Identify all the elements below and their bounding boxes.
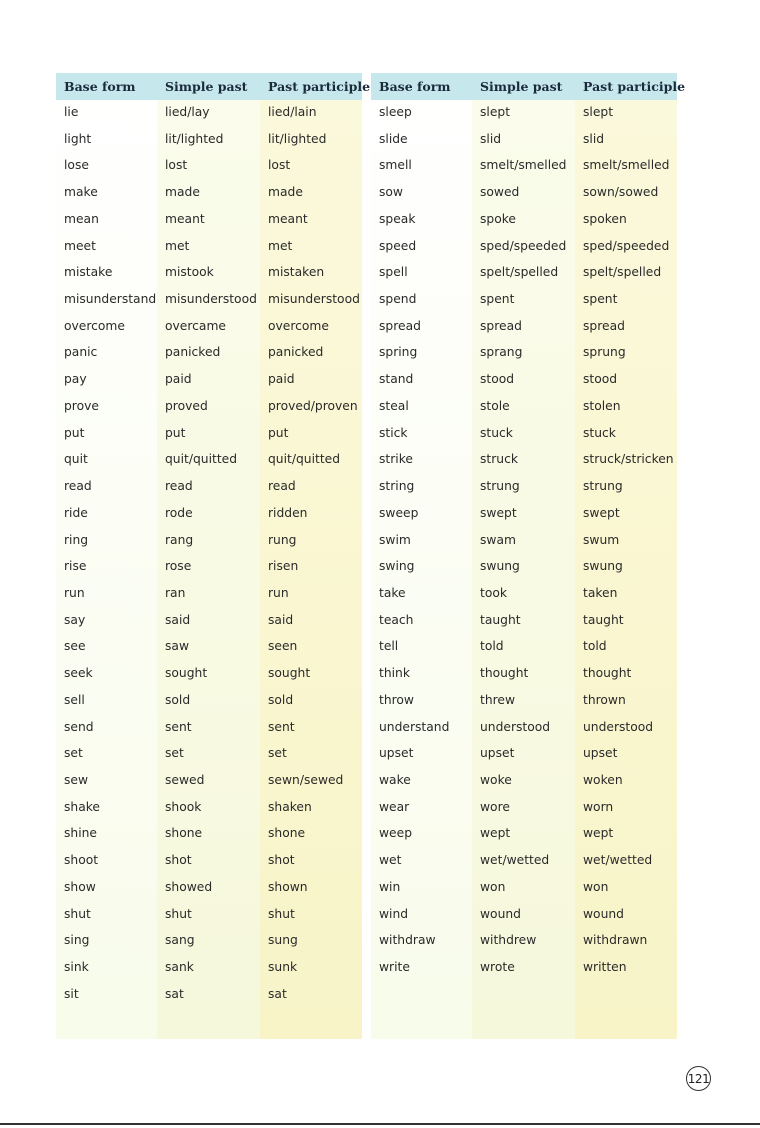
base-form-cell: put	[64, 425, 85, 440]
table-row	[56, 238, 362, 265]
simple-past-cell: shut	[165, 906, 192, 921]
base-form-cell: speak	[379, 211, 416, 226]
simple-past-cell: mistook	[165, 265, 214, 280]
base-form-cell: spend	[379, 292, 417, 307]
base-form-cell: take	[379, 585, 406, 600]
base-form-cell: wear	[379, 799, 410, 814]
base-form-cell: withdraw	[379, 933, 436, 948]
base-form-cell: meet	[64, 238, 96, 253]
simple-past-cell: swam	[480, 532, 516, 547]
simple-past-cell: overcame	[165, 318, 226, 333]
table-row	[56, 959, 362, 986]
base-form-cell: sit	[64, 986, 79, 1001]
past-participle-cell: spent	[583, 292, 618, 307]
base-form-cell: spell	[379, 265, 408, 280]
past-participle-cell: sunk	[268, 960, 298, 975]
table-row	[56, 291, 362, 318]
base-form-cell: ring	[64, 532, 89, 547]
simple-past-cell: sought	[165, 666, 208, 681]
simple-past-cell: sprang	[480, 345, 523, 360]
simple-past-cell: paid	[165, 372, 192, 387]
base-form-cell: sell	[64, 692, 85, 707]
simple-past-cell: wound	[480, 906, 521, 921]
simple-past-cell: took	[480, 585, 507, 600]
table-row	[56, 104, 362, 131]
simple-past-cell: wrote	[480, 960, 515, 975]
table-row	[371, 745, 677, 772]
table-row	[56, 184, 362, 211]
base-form-cell: swing	[379, 559, 415, 574]
simple-past-cell: wet/wetted	[480, 853, 550, 868]
table-row	[371, 825, 677, 852]
simple-past-cell: spent	[480, 292, 515, 307]
page-bottom-rule	[0, 1123, 760, 1125]
simple-past-cell: quit/quitted	[165, 452, 238, 467]
past-participle-cell: sought	[268, 666, 311, 681]
table-row	[371, 932, 677, 959]
base-form-cell: sew	[64, 773, 89, 787]
base-form-cell: spring	[379, 345, 418, 360]
past-participle-cell: worn	[583, 799, 614, 814]
simple-past-cell: read	[165, 479, 193, 494]
past-participle-cell: understood	[583, 719, 654, 734]
simple-past-cell: shook	[165, 799, 202, 814]
table-row	[56, 425, 362, 452]
table-row	[56, 665, 362, 692]
table-row	[56, 505, 362, 532]
table-row	[371, 157, 677, 184]
table-row	[371, 505, 677, 532]
past-participle-cell: lost	[268, 158, 291, 173]
simple-past-cell: sowed	[480, 185, 520, 200]
simple-past-cell: wore	[480, 799, 510, 814]
table-row	[371, 131, 677, 158]
past-participle-cell: strung	[583, 479, 623, 494]
past-participle-cell: misunderstood	[268, 292, 360, 307]
table-row	[371, 398, 677, 425]
simple-past-cell: sped/speeded	[480, 238, 567, 253]
base-form-cell: lie	[64, 105, 79, 119]
base-form-cell: teach	[379, 612, 414, 627]
base-form-cell: wake	[379, 773, 411, 787]
past-participle-cell: sewn/sewed	[268, 773, 344, 787]
table-row	[56, 344, 362, 371]
base-form-cell: read	[64, 479, 92, 494]
table-row	[56, 986, 362, 1013]
simple-past-cell: upset	[480, 746, 515, 761]
past-participle-cell: paid	[268, 372, 295, 387]
table-row	[56, 799, 362, 826]
past-participle-cell: sown/sowed	[583, 185, 659, 200]
base-form-cell: string	[379, 479, 415, 494]
table-row	[56, 772, 362, 799]
table-row	[56, 211, 362, 238]
base-form-cell: light	[64, 131, 92, 146]
base-form-cell: overcome	[64, 318, 125, 333]
base-form-cell: shut	[64, 906, 91, 921]
header-past-participle: Past participle	[583, 79, 686, 94]
past-participle-cell: lit/lighted	[268, 131, 327, 146]
past-participle-cell: sat	[268, 986, 287, 1001]
table-row	[56, 371, 362, 398]
past-participle-cell: proved/proven	[268, 398, 358, 413]
simple-past-cell: rose	[165, 559, 192, 574]
table-row	[371, 104, 677, 131]
simple-past-cell: told	[480, 639, 504, 654]
simple-past-cell: slid	[480, 131, 502, 146]
past-participle-cell: read	[268, 479, 296, 494]
base-form-cell: rise	[64, 559, 87, 574]
past-participle-cell: withdrawn	[583, 933, 648, 948]
base-form-cell: speed	[379, 238, 417, 253]
table-row	[371, 184, 677, 211]
base-form-cell: stick	[379, 425, 408, 440]
base-form-cell: think	[379, 666, 410, 681]
past-participle-cell: meant	[268, 211, 308, 226]
table-row	[371, 665, 677, 692]
base-form-cell: ride	[64, 505, 88, 520]
table-row	[56, 852, 362, 879]
table-row	[371, 879, 677, 906]
base-form-cell: sleep	[379, 105, 412, 119]
simple-past-cell: lit/lighted	[165, 131, 224, 146]
table-row	[371, 772, 677, 799]
base-form-cell: make	[64, 185, 98, 200]
past-participle-cell: slept	[583, 105, 614, 119]
simple-past-cell: sat	[165, 986, 184, 1001]
base-form-cell: panic	[64, 345, 98, 360]
base-form-cell: send	[64, 719, 94, 734]
simple-past-cell: spoke	[480, 211, 516, 226]
past-participle-cell: quit/quitted	[268, 452, 341, 467]
base-form-cell: lose	[64, 158, 89, 173]
base-form-cell: sow	[379, 185, 403, 200]
table-row	[371, 238, 677, 265]
base-form-cell: understand	[379, 719, 450, 734]
past-participle-cell: shot	[268, 853, 295, 868]
past-participle-cell: woken	[583, 773, 623, 787]
table-row	[56, 478, 362, 505]
table-header	[371, 73, 686, 100]
simple-past-cell: understood	[480, 719, 551, 734]
simple-past-cell: struck	[480, 452, 518, 467]
simple-past-cell: wept	[480, 826, 511, 841]
simple-past-cell: met	[165, 238, 190, 253]
table-row	[56, 131, 362, 158]
past-participle-cell: stood	[583, 372, 618, 387]
simple-past-cell: rode	[165, 505, 193, 520]
simple-past-cell: stood	[480, 372, 515, 387]
simple-past-cell: strung	[480, 479, 520, 494]
past-participle-cell: shut	[268, 906, 295, 921]
base-form-cell: pay	[64, 372, 87, 387]
base-form-cell: shine	[64, 826, 97, 841]
table-row	[56, 825, 362, 852]
base-form-cell: sing	[64, 933, 90, 948]
simple-past-cell: showed	[165, 879, 213, 894]
base-form-cell: strike	[379, 452, 413, 467]
table-row	[56, 745, 362, 772]
table-row	[371, 264, 677, 291]
table-row	[371, 211, 677, 238]
table-row	[56, 932, 362, 959]
table-row	[371, 425, 677, 452]
past-participle-cell: met	[268, 238, 293, 253]
simple-past-cell: ran	[165, 585, 186, 600]
past-participle-cell: swept	[583, 505, 620, 520]
simple-past-cell: stuck	[480, 425, 513, 440]
table-row	[56, 398, 362, 425]
simple-past-cell: won	[480, 879, 506, 894]
past-participle-cell: taken	[583, 585, 618, 600]
past-participle-cell: sprung	[583, 345, 626, 360]
past-participle-cell: lied/lain	[268, 105, 317, 119]
simple-past-cell: threw	[480, 692, 516, 707]
table-row	[371, 692, 677, 719]
past-participle-cell: told	[583, 639, 607, 654]
simple-past-cell: misunderstood	[165, 292, 257, 307]
base-form-cell: sink	[64, 960, 89, 975]
past-participle-cell: sold	[268, 692, 294, 707]
base-form-cell: weep	[379, 826, 412, 841]
base-form-cell: tell	[379, 639, 399, 654]
past-participle-cell: thrown	[583, 692, 626, 707]
past-participle-cell: mistaken	[268, 265, 325, 280]
past-participle-cell: rung	[268, 532, 297, 547]
past-participle-cell: won	[583, 879, 609, 894]
past-participle-cell: struck/stricken	[583, 452, 674, 467]
base-form-cell: see	[64, 639, 86, 654]
simple-past-cell: put	[165, 425, 186, 440]
base-form-cell: win	[379, 879, 401, 894]
past-participle-cell: run	[268, 585, 289, 600]
past-participle-cell: swung	[583, 559, 623, 574]
past-participle-cell: set	[268, 746, 287, 761]
simple-past-cell: stole	[480, 398, 510, 413]
table-row	[56, 906, 362, 933]
simple-past-cell: meant	[165, 211, 205, 226]
header-past-participle: Past participle	[268, 79, 371, 94]
past-participle-cell: written	[583, 960, 627, 975]
table-row	[371, 478, 677, 505]
base-form-cell: run	[64, 585, 85, 600]
past-participle-cell: said	[268, 612, 294, 627]
table-row	[371, 612, 677, 639]
simple-past-cell: slept	[480, 105, 511, 119]
base-form-cell: wind	[379, 906, 409, 921]
base-form-cell: spread	[379, 318, 421, 333]
base-form-cell: throw	[379, 692, 414, 707]
verb-table-left	[56, 73, 371, 1039]
table-row	[371, 291, 677, 318]
table-row	[371, 959, 677, 986]
past-participle-cell: made	[268, 185, 303, 200]
table-row	[371, 371, 677, 398]
simple-past-cell: taught	[480, 612, 521, 627]
past-participle-cell: spoken	[583, 211, 627, 226]
past-participle-cell: wept	[583, 826, 614, 841]
past-participle-cell: shown	[268, 879, 308, 894]
simple-past-cell: swung	[480, 559, 520, 574]
base-form-cell: misunderstand	[64, 292, 157, 307]
base-form-cell: show	[64, 879, 96, 894]
simple-past-cell: sang	[165, 933, 195, 948]
base-form-cell: quit	[64, 452, 88, 467]
table-row	[56, 451, 362, 478]
simple-past-cell: sold	[165, 692, 191, 707]
past-participle-cell: wound	[583, 906, 624, 921]
table-row	[371, 852, 677, 879]
past-participle-cell: shone	[268, 826, 306, 841]
table-header	[56, 73, 371, 100]
base-form-cell: say	[64, 612, 86, 627]
past-participle-cell: overcome	[268, 318, 329, 333]
header-base-form: Base form	[379, 79, 451, 94]
base-form-cell: write	[379, 960, 410, 975]
simple-past-cell: spelt/spelled	[480, 265, 559, 280]
base-form-cell: steal	[379, 398, 409, 413]
past-participle-cell: wet/wetted	[583, 853, 653, 868]
simple-past-cell: lost	[165, 158, 188, 173]
table-row	[56, 585, 362, 612]
base-form-cell: stand	[379, 372, 414, 387]
past-participle-cell: panicked	[268, 345, 324, 360]
base-form-cell: shake	[64, 799, 100, 814]
past-participle-cell: swum	[583, 532, 620, 547]
table-row	[56, 879, 362, 906]
base-form-cell: seek	[64, 666, 93, 681]
past-participle-cell: stolen	[583, 398, 621, 413]
past-participle-cell: slid	[583, 131, 605, 146]
past-participle-cell: stuck	[583, 425, 616, 440]
table-row	[56, 558, 362, 585]
table-row	[56, 264, 362, 291]
base-form-cell: smell	[379, 158, 412, 173]
table-row	[371, 558, 677, 585]
table-row	[56, 692, 362, 719]
past-participle-cell: thought	[583, 666, 632, 681]
simple-past-cell: said	[165, 612, 191, 627]
header-simple-past: Simple past	[165, 79, 248, 94]
header-simple-past: Simple past	[480, 79, 563, 94]
table-row	[56, 318, 362, 345]
simple-past-cell: panicked	[165, 345, 221, 360]
past-participle-cell: spread	[583, 318, 625, 333]
base-form-cell: slide	[379, 131, 408, 146]
header-base-form: Base form	[64, 79, 136, 94]
page-number: 121	[686, 1066, 711, 1091]
simple-past-cell: sank	[165, 960, 194, 975]
table-row	[56, 719, 362, 746]
simple-past-cell: smelt/smelled	[480, 158, 567, 173]
simple-past-cell: rang	[165, 532, 194, 547]
simple-past-cell: made	[165, 185, 200, 200]
table-row	[371, 638, 677, 665]
table-row	[371, 451, 677, 478]
past-participle-cell: seen	[268, 639, 298, 654]
table-row	[56, 612, 362, 639]
simple-past-cell: saw	[165, 639, 189, 654]
table-row	[371, 532, 677, 559]
base-form-cell: swim	[379, 532, 411, 547]
table-row	[371, 344, 677, 371]
table-row	[56, 638, 362, 665]
past-participle-cell: sung	[268, 933, 298, 948]
simple-past-cell: thought	[480, 666, 529, 681]
table-row	[56, 532, 362, 559]
base-form-cell: mean	[64, 211, 99, 226]
base-form-cell: upset	[379, 746, 414, 761]
base-form-cell: shoot	[64, 853, 99, 868]
verb-table-right	[371, 73, 686, 1039]
past-participle-cell: sent	[268, 719, 295, 734]
simple-past-cell: sent	[165, 719, 192, 734]
base-form-cell: mistake	[64, 265, 113, 280]
simple-past-cell: shone	[165, 826, 203, 841]
base-form-cell: set	[64, 746, 83, 761]
base-form-cell: sweep	[379, 505, 419, 520]
past-participle-cell: ridden	[268, 505, 308, 520]
past-participle-cell: put	[268, 425, 289, 440]
past-participle-cell: sped/speeded	[583, 238, 670, 253]
table-row	[56, 157, 362, 184]
simple-past-cell: spread	[480, 318, 522, 333]
simple-past-cell: shot	[165, 853, 192, 868]
simple-past-cell: woke	[480, 773, 512, 787]
simple-past-cell: set	[165, 746, 184, 761]
table-row	[371, 318, 677, 345]
simple-past-cell: swept	[480, 505, 517, 520]
base-form-cell: prove	[64, 398, 99, 413]
past-participle-cell: risen	[268, 559, 299, 574]
simple-past-cell: proved	[165, 398, 208, 413]
past-participle-cell: spelt/spelled	[583, 265, 662, 280]
table-row	[371, 719, 677, 746]
past-participle-cell: shaken	[268, 799, 312, 814]
table-row	[371, 906, 677, 933]
table-row	[371, 799, 677, 826]
past-participle-cell: taught	[583, 612, 624, 627]
simple-past-cell: sewed	[165, 773, 205, 787]
past-participle-cell: smelt/smelled	[583, 158, 670, 173]
simple-past-cell: withdrew	[480, 933, 537, 948]
table-row	[371, 585, 677, 612]
base-form-cell: wet	[379, 853, 402, 868]
simple-past-cell: lied/lay	[165, 105, 210, 119]
past-participle-cell: upset	[583, 746, 618, 761]
